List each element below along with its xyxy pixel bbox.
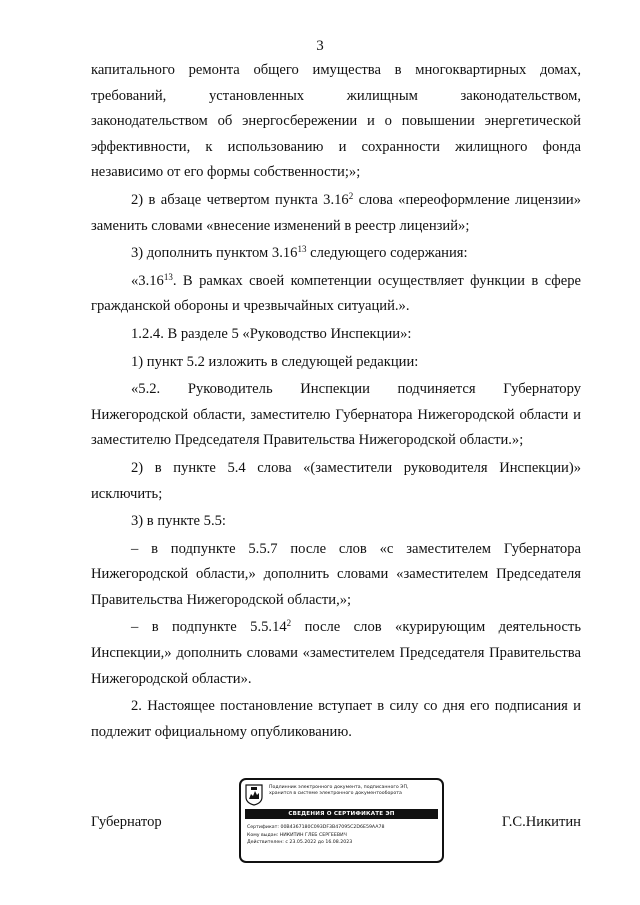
stamp-header-text: Подлинник электронного документа, подписанного ЭП, хранится в системе электронного документооборота [269,785,409,797]
paragraph: 2) в пункте 5.4 слова «(заместители руководителя Инспекции)» исключить; [91,459,581,502]
paragraph: 3) дополнить пунктом 3.16$^{13}$ следующего содержания: [131,244,468,262]
stamp-header-area [245,784,438,806]
paragraph: 1) пункт 5.2 изложить в следующей редакции: [131,353,419,370]
paragraph: «5.2. Руководитель Инспекции подчиняется Губернатору Нижегородской области, заместителю Губернатора Нижегородской области и заместителю Председателя Правительства Нижегородской области.»; [91,381,581,449]
paragraph: – в подпункте 5.5.7 после слов «с заместителем Губернатора Нижегородской области,» дополнить словами «заместителем Председателя Правительства Нижегородской области,»; [91,540,581,608]
document-body [91,58,581,745]
electronic-signature-stamp [239,778,444,863]
section-heading: 1.2.4. В разделе 5 «Руководство Инспекции»: [131,325,412,342]
paragraph: – в подпункте 5.5.14$^2$ после слов «курирующим деятельность Инспекции,» дополнить словами «заместителем Председателя Правительства Нижегородской области». [91,618,581,687]
paragraph: 2) в абзаце четвертом пункта 3.16$^2$ слова «переоформление лицензии» заменить словами «внесение изменений в реестр лицензий»; [91,190,581,234]
stamp-issued-to: Кому выдан: НИКИТИН ГЛЕБ СЕРГЕЕВИЧ [247,832,347,838]
stamp-certificate-title: СВЕДЕНИЯ О СЕРТИФИКАТЕ ЭП [245,809,438,819]
signatory-name: Г.С.Никитин [501,814,581,830]
stamp-certificate-number: Сертификат: 00B4367180C093DF3B47095C2D6E59AA78 [247,825,385,830]
paragraph: «3.16$^{13}$. В рамках своей компетенции осуществляет функции в сфере гражданской обороны и чрезвычайных ситуаций.». [91,271,581,315]
stamp-validity: Действителен: с 23.05.2022 до 16.08.2023 [247,840,353,846]
page-number: 3 [316,38,324,54]
paragraph: капитального ремонта общего имущества в многоквартирных домах, требований, установленных жилищным законодательством, законодательством об энергосбережении и о повышении энергетической эффективности, к использованию и сохранности жилищного фонда независимо от его формы собственности;»; [91,62,581,181]
coat-of-arms-icon [245,784,263,806]
paragraph: 3) в пункте 5.5: [131,513,226,530]
signatory-position: Губернатор [91,814,162,830]
stamp-certificate-details [247,824,439,847]
paragraph: 2. Настоящее постановление вступает в силу со дня его подписания и подлежит официальному опубликованию. [91,698,581,740]
